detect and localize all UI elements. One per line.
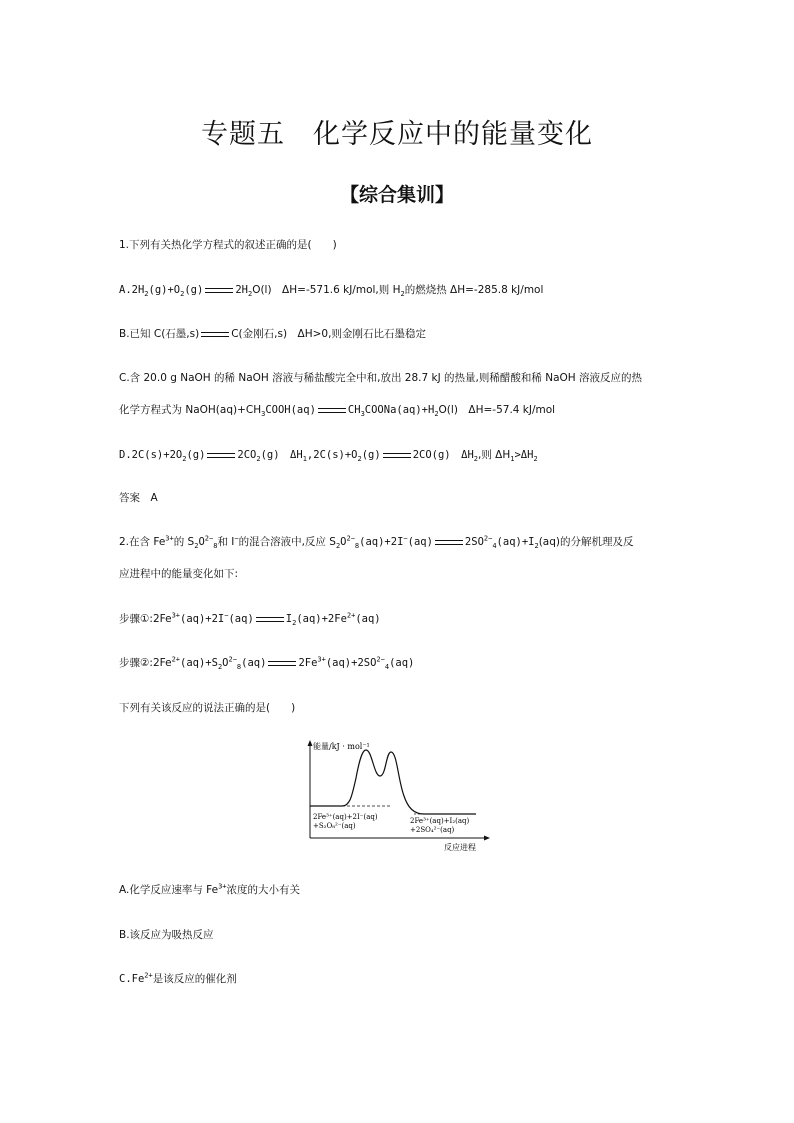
products-label-2: +2SO₄²⁻(aq) [410, 826, 455, 834]
q1-option-b: B.已知 C(石墨,s) C(金刚石,s) ΔH>0,则金刚石比石墨稳定 [119, 328, 426, 340]
q2-option-c: $C.Fe^{2+}$是该反应的催化剂 [119, 971, 237, 985]
q2-step-2: 步骤$②:2Fe^{2+}(aq)+S_2O^{2-}_8(aq)$ $2Fe^{3+}(aq)+2SO^{2-}_4(aq)$ [119, 655, 415, 672]
q2-option-a: A.化学反应速率与 $Fe^{3+}$浓度的大小有关 [119, 882, 301, 896]
energy-diagram [300, 740, 490, 856]
q1-option-a: $A.2H_2(g)+O_2(g)$ $2H_2O(l)$ ΔH=-571.6 kJ/mol,则 $H_2$的燃烧热 ΔH=-285.8 kJ/mol [119, 284, 544, 299]
reactants-label-2: +S₂O₈²⁻(aq) [313, 822, 356, 830]
x-axis-label: 反应进程 [444, 843, 476, 852]
q1-option-c-line2: 化学方程式为 $NaOH(aq)+CH_3COOH(aq)$ $CH_3COONa(aq)+H_2O(l)$ ΔH=-57.4 kJ/mol [119, 404, 556, 419]
q2-stem-line1: 2.在含 $Fe^{3+}$的 $S_2O^{2-}_8$和 I−的混合溶液中,反应 $S_2O^{2-}_8(aq)+2I^-(aq)$ $2SO^{2-}_4(aq)+I_2(aq)$的分解机理及反 [119, 534, 634, 551]
q1-option-c-line1: C.含 20.0 g NaOH 的稀 NaOH 溶液与稀盐酸完全中和,放出 28.7 kJ 的热量,则稀醋酸和稀 NaOH 溶液反应的热 [119, 372, 643, 384]
q2-option-b: B.该反应为吸热反应 [119, 929, 214, 941]
page-title: 专题五 化学反应中的能量变化 [201, 119, 593, 150]
q2-prompt: 下列有关该反应的说法正确的是( ) [119, 702, 296, 714]
q1-option-d: $D.2C(s)+2O_2(g)$ $2CO_2(g)$ $\Delta H_1,2C(s)+O_2(g)$ 2CO(g) $\Delta H_2$,则 $\Delta H_1>\Delta H_2$ [119, 449, 538, 464]
q1-answer: 答案 A [119, 492, 158, 504]
x-axis-arrow [484, 836, 490, 841]
products-label-1: 2Fe³⁺(aq)+I₂(aq) [410, 817, 470, 825]
y-axis-label: 能量/kJ · mol⁻¹ [313, 742, 370, 751]
reactants-label-1: 2Fe³⁺(aq)+2I⁻(aq) [313, 813, 378, 821]
q2-stem-line2: 应进程中的能量变化如下: [119, 568, 239, 580]
q2-step-1: 步骤$①:2Fe^{3+}(aq)+2I^-(aq)$ $I_2(aq)+2Fe^{2+}(aq)$ [119, 611, 381, 628]
energy-curve [310, 750, 476, 814]
y-axis-arrow [308, 740, 313, 746]
q1-stem: 1.下列有关热化学方程式的叙述正确的是( ) [119, 239, 337, 251]
section-subtitle: 【综合集训】 [339, 184, 454, 206]
